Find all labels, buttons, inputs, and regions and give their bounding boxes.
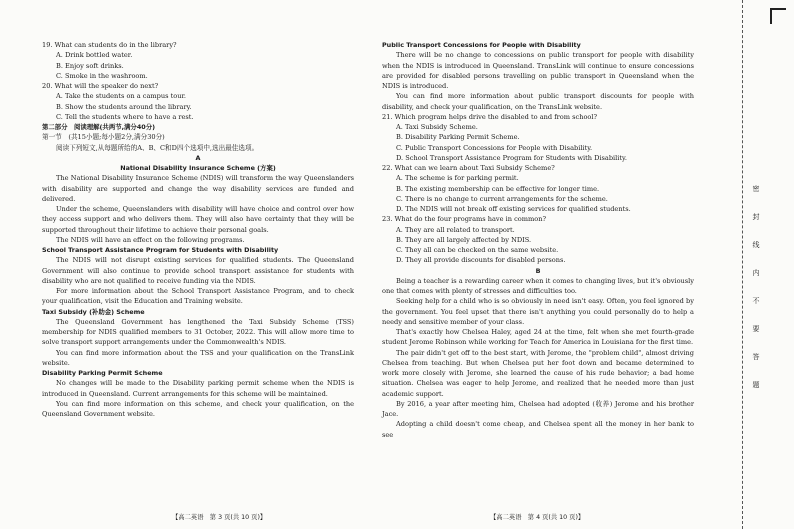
question-19: 19. What can students do in the library?: [42, 41, 177, 49]
option: D. The NDIS will not break off existing services for qualified students.: [396, 205, 631, 213]
subheading: Taxi Subsidy (补助金) Scheme: [42, 307, 145, 316]
option: C. Tell the students where to have a rest.: [56, 112, 194, 121]
paragraph: Being a teacher is a rewarding career when it comes to changing lives, but it's obviously one that comes with plenty of stresses and difficulties too.: [382, 276, 694, 295]
option: A. They are all related to transport.: [396, 225, 515, 234]
option: B. Show the students around the library.: [56, 102, 192, 111]
instruction: 阅读下列短文,从每题所给的A、B、C和D四个选项中,选出最佳选项。: [56, 143, 259, 152]
subheading: Disability Parking Permit Scheme: [42, 369, 163, 377]
passage-letter: B: [535, 266, 541, 275]
paragraph: Adopting a child doesn't come cheap, and Chelsea spent all the money in her bank to see: [382, 420, 694, 439]
seal-char: 内: [752, 269, 760, 277]
paragraph: By 2016, a year after meeting him, Chelsea had adopted (收养) Jerome and his brother Jace.: [382, 399, 694, 418]
option: D. School Transport Assistance Program for Students with Disability.: [396, 153, 627, 162]
paragraph: That's exactly how Chelsea Haley, aged 24 at the time, felt when she met fourth-grade student Jerome Robinson while working for Teach for America in Louisiana for the first time.: [382, 328, 694, 347]
option: A. Take the students on a campus tour.: [56, 92, 186, 101]
option: D. They all provide discounts for disabled persons.: [396, 256, 566, 265]
question-23: 23. What do the four programs have in common?: [382, 215, 547, 224]
option: C. Smoke in the washroom.: [56, 71, 148, 80]
subheading: School Transport Assistance Program for Students with Disability: [42, 246, 279, 254]
passage-letter: A: [195, 153, 201, 162]
page-footer-left: 【高二英语 第 3 页(共 10 页)】: [172, 514, 267, 521]
paragraph: Seeking help for a child who is so obviously in need isn't easy. Often, you feel ignored by the government. You feel upset that there isn't anything you could personally do to help a needy and sensitive member of your class.: [382, 297, 694, 326]
option: B. Disability Parking Permit Scheme.: [396, 133, 520, 142]
seal-char: 不: [752, 297, 760, 305]
right-column: [382, 40, 694, 440]
option: A. Taxi Subsidy Scheme.: [396, 123, 478, 131]
paragraph: The Queensland Government has lengthened the Taxi Subsidy Scheme (TSS) membership for NDIS qualified members to 31 October, 2022. This will allow more time to solve transport support arrangements under the Commonwealth's NDIS.: [42, 317, 354, 347]
seal-char: 封: [752, 213, 760, 221]
paragraph: There will be no change to concessions on public transport for people with disability when the NDIS is introduced in Queensland. TransLink will continue to ensure concessions are provided for disabled persons travelling on public transport in Queensland when the NDIS is introduced.: [382, 51, 694, 90]
option: A. The scheme is for parking permit.: [396, 174, 519, 183]
paragraph: The NDIS will not disrupt existing services for qualified students. The Queensland Government will also continue to provide school transport assistance for students with disability who are not qualified to receive funding via the NDIS.: [42, 256, 354, 285]
paragraph: You can find more information about the TSS and your qualification on the TransLink website.: [42, 348, 354, 367]
option: A. Drink bottled water.: [56, 51, 133, 60]
option: C. They all can be checked on the same website.: [396, 246, 559, 254]
page-footer-right: 【高二英语 第 4 页(共 10 页)】: [490, 514, 585, 521]
left-column: [42, 40, 354, 419]
option: B. They are all largely affected by NDIS.: [396, 235, 532, 244]
option: B. Enjoy soft drinks.: [56, 61, 124, 70]
seal-char: 要: [752, 325, 760, 333]
paragraph: The pair didn't get off to the best start, with Jerome, the "problem child", almost driving Chelsea from teaching. But when Chelsea put her foot down and became determined to work more closely with Jerome, she learned the cause of his rude behavior; a bad home situation. Chelsea was eager to help Jerome, and realized that he needed more than just academic support.: [382, 348, 694, 398]
seal-char: 答: [752, 353, 760, 361]
corner-mark: [770, 8, 786, 24]
subheading: Public Transport Concessions for People with Disability: [382, 41, 581, 49]
paragraph: For more information about the School Transport Assistance Program, and to check your qualification, visit the Education and Training website.: [42, 287, 354, 306]
paragraph: No changes will be made to the Disability parking permit scheme when the NDIS is introduced in Queensland. Current arrangements for this scheme will be maintained.: [42, 379, 354, 398]
paragraph: You can find more information on this scheme, and check your qualification, on the Queensland Government website.: [42, 399, 354, 418]
paragraph: You can find more information about public transport discounts for people with disability, and check your qualification, on the TransLink website.: [382, 92, 694, 111]
seal-char: 线: [752, 241, 760, 249]
seal-char: 密: [752, 185, 760, 193]
paragraph: The NDIS will have an effect on the following programs.: [56, 235, 245, 244]
option: C. There is no change to current arrangements for the scheme.: [396, 194, 608, 203]
seal-line: [742, 0, 743, 529]
paragraph: The National Disability Insurance Scheme (NDIS) will transform the way Queenslanders with disability are supported and change the way disability services are funded and delivered.: [42, 174, 354, 203]
option: C. Public Transport Concessions for People with Disability.: [396, 143, 593, 152]
option: B. The existing membership can be effective for longer time.: [396, 184, 600, 193]
question-20: 20. What will the speaker do next?: [42, 82, 159, 90]
seal-char: 题: [752, 381, 760, 389]
seal-notice: [750, 175, 762, 399]
part-heading: 第二部分 阅读理解(共两节,满分40分): [42, 123, 156, 131]
passage-title: National Disability Insurance Scheme (方案): [120, 164, 276, 172]
question-22: 22. What can we learn about Taxi Subsidy Scheme?: [382, 164, 555, 172]
question-21: 21. Which program helps drive the disabled to and from school?: [382, 112, 598, 121]
section-heading: 第一节 (共15小题;每小题2分,满分30分): [42, 133, 165, 142]
paragraph: Under the scheme, Queenslanders with disability will have choice and control over how they access support and who delivers them. They will also have certainty that they will be supported throughout their lifetime to achieve their personal goals.: [42, 205, 354, 234]
